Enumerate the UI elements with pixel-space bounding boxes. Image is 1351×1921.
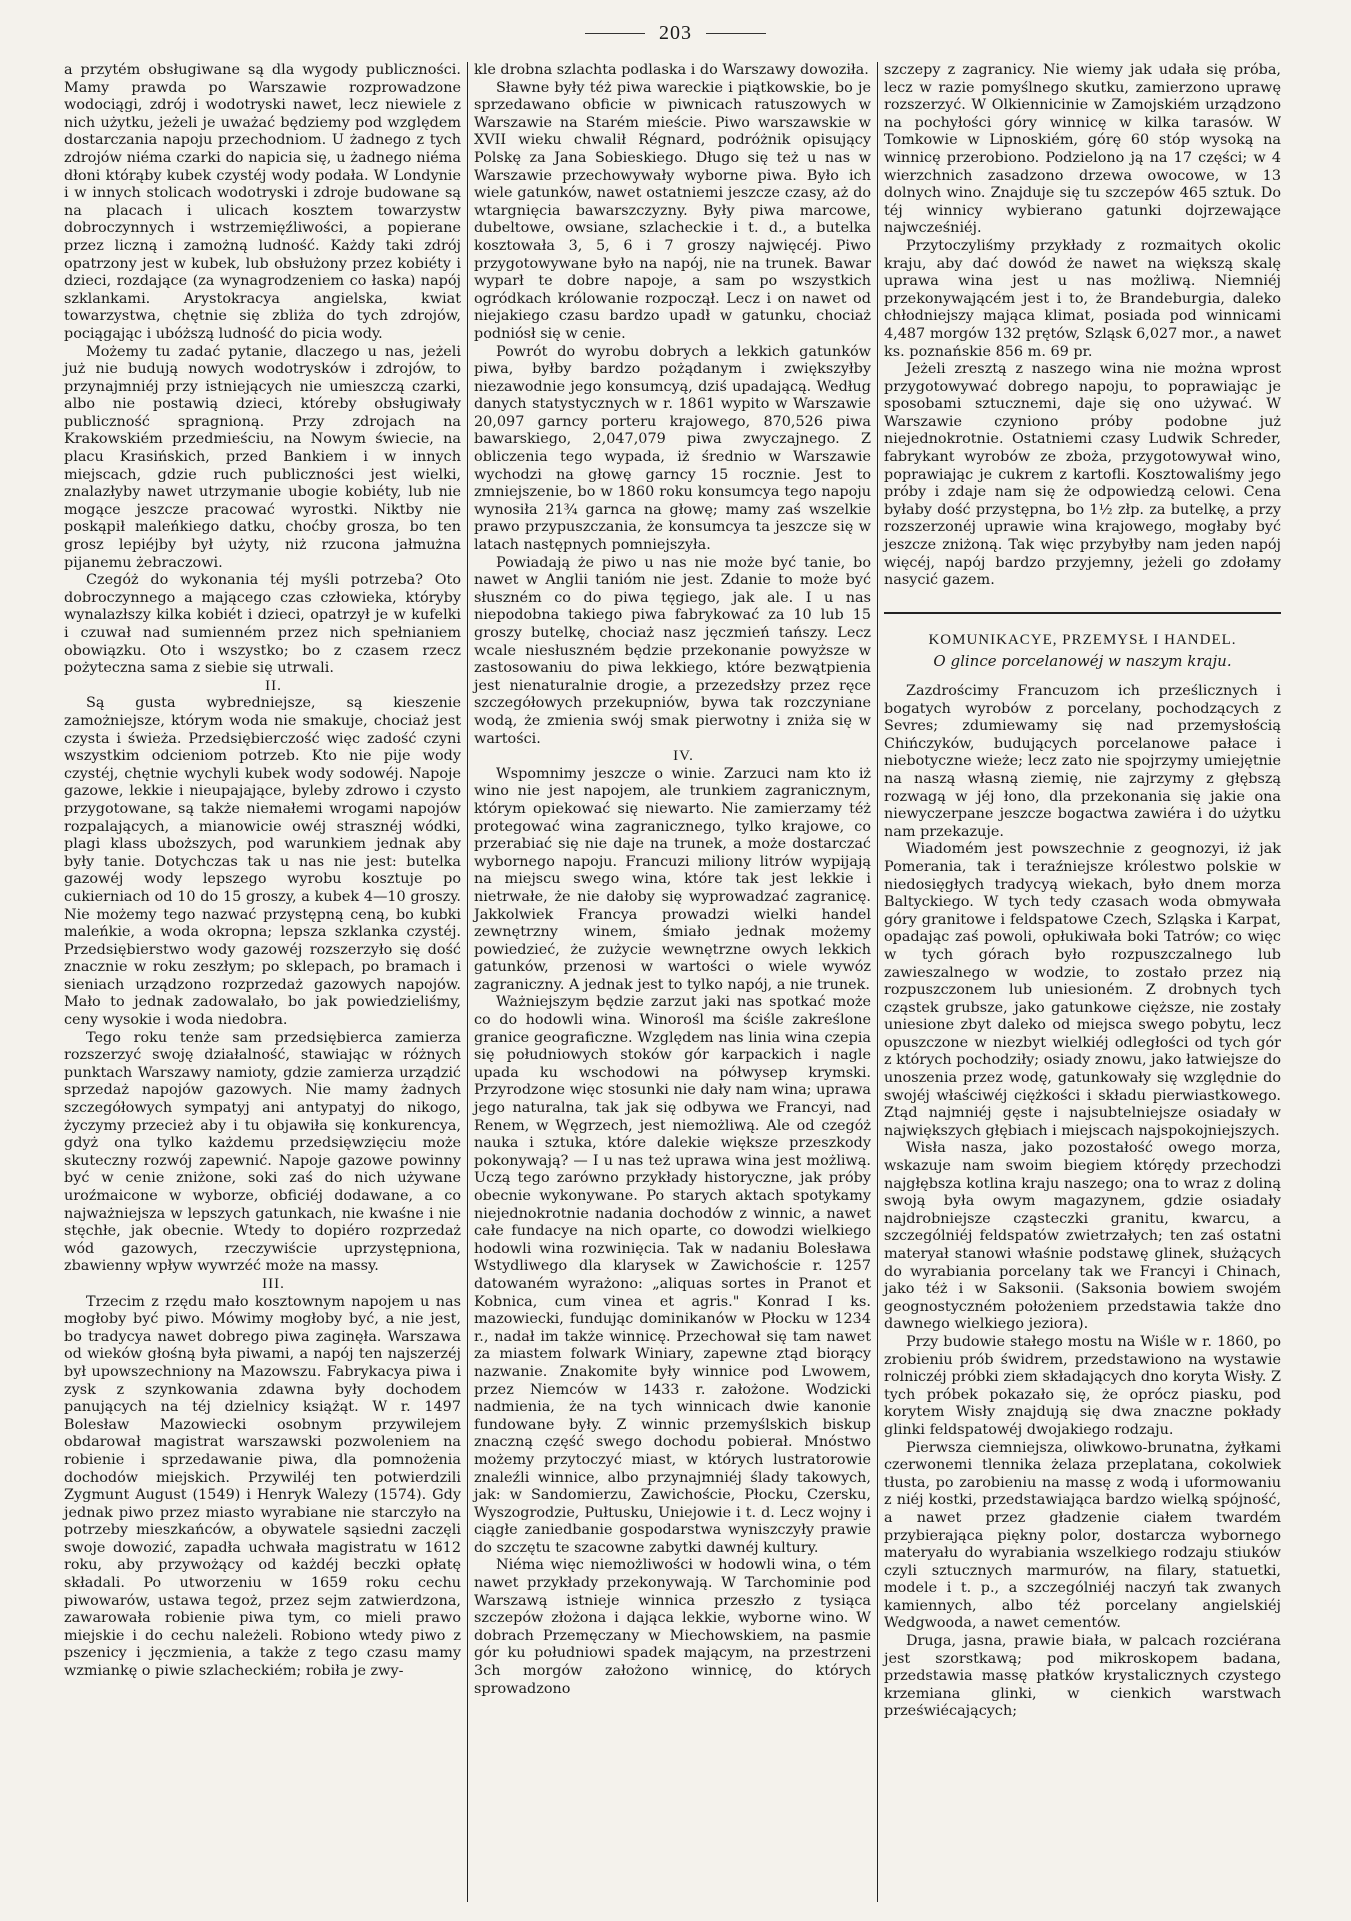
paragraph: Niéma więc niemożliwości w hodowli wina, o tém nawet przykłady przekonywają. W Tarchominie pod Warszawą istnieje winnica przeszło z tysiąca szczepów złożona i dająca lekkie, wyborne wino. W dobrach Przemęczany w Miechowskiem, na pasmie gór ku południowi spadek mającym, na przestrzeni 3ch morgów założono winnicę, do których sprowadzono	[474, 1557, 871, 1697]
paragraph: Wspomnimy jeszcze o winie. Zarzuci nam kto iż wino nie jest napojem, ale trunkiem zagranicznym, którym opiekować się niewarto. Nie zamierzamy téż protegować wina zagranicznego, tylko krajowe, co przerabiać się nie daje na trunek, a może dostarczać wybornego napoju. Francuzi miliony litrów wypijają na miejscu swego wina, które tak jest lekkie i nietrwałe, że nie dałoby się wyprowadzać zagranicę. Jakkolwiek Francya prowadzi wielki handel zewnętrzny winem, śmiało jednak możemy powiedzieć, że zużycie wewnętrzne owych lekkich gatunków, przenosi w wartości o wiele wywóz zagraniczny. A jednak jest to tylko napój, a nie trunek.	[474, 765, 871, 993]
paragraph: Sławne były téż piwa wareckie i piątkowskie, bo je sprzedawano obficie w piwnicach ratuszowych w Warszawie na Starém mieście. Piwo warszawskie w XVII wieku chwalił Régnard, podróżnik opisujący Polskę za Jana Sobieskiego. Długo się też u nas w Warszawie przechowywały wyborne piwa. Było ich wiele gatunków, nawet ostatniemi jeszcze czasy, aż do wtargnięcia bawarszczyzny. Były piwa marcowe, dubeltowe, owsiane, szlacheckie i t. d., a butelka kosztowała 3, 5, 6 i 7 groszy najwięcéj. Piwo przygotowywane było na napój, nie na trunek. Bawar wyparł te dobre napoje, a sam po wszystkich ogródkach królowanie rozpoczął. Lecz i on nawet od niejakiego czasu bardzo upadł w gatunku, chociaż podniósł się w cenie.	[474, 79, 871, 342]
paragraph: Przy budowie stałego mostu na Wiśle w r. 1860, po zrobieniu prób świdrem, przedstawiono na wystawie rolniczéj próbki ziem składających dno koryta Wisły. Z tych próbek pokazało się, że oprócz piasku, pod korytem Wisły znajdują się dwa znaczne pokłady glinki feldspatowéj dwojakiego rodzaju.	[884, 1333, 1281, 1438]
article-title: O glince porcelanowéj w naszym kraju.	[933, 652, 1232, 671]
paragraph: Przytoczyliśmy przykłady z rozmaitych okolic kraju, aby dać dowód że nawet na większą skalę uprawa wina jest u nas możliwą. Niemniéj przekonywającém jest i to, że Brandeburgia, daleko chłodniejszy mająca klimat, posiada pod winnicami 4,487 morgów 132 prętów, Szląsk 6,027 mor., a nawet ks. poznańskie 856 m. 69 pr.	[884, 237, 1281, 360]
text-columns	[58, 62, 1306, 1902]
paragraph: Jeżeli zresztą z naszego wina nie można wprost przygotowywać dobrego napoju, to poprawiając je sposobami sztucznemi, daje się ono używać. W Warszawie czyniono próby podobne już niejednokrotnie. Ostatniemi czasy Ludwik Schreder, fabrykant wyrobów ze zboża, przygotowywał wino, poprawiając je cukrem z kartofli. Kosztowaliśmy jego próby i zdaje nam się że odpowiedzą celowi. Cena byłaby dość przystępna, bo 1½ złp. za butelkę, a przy rozszerzonéj uprawie wina krajowego, mogłaby być jeszcze zniżoną. Tak więc przybyłby nam jeden napój więcéj, napój bardzo przyjemny, jeżeli go zdołamy nasycić gazem.	[884, 361, 1281, 589]
paragraph: Druga, jasna, prawie biała, w palcach rozciérana jest szorstkawą; pod mikroskopem badana, przedstawia massę płatków krystalicznych czystego krzemiana glinki, w cienkich warstwach przeświécających;	[884, 1633, 1281, 1720]
paragraph: Są gusta wybredniejsze, są kieszenie zamożniejsze, którym woda nie smakuje, chociaż jest czysta i świeża. Przedsiębierczość więc zadość czyni wszystkim odcieniom potrzeb. Kto nie pije wody czystéj, chętnie wychyli kubek wody sodowéj. Napoje gazowe, lekkie i nieupajające, byleby zdrowo i czysto przygotowane, są także niemałemi wrogami napojów rozpalających, a mianowicie owéj strasznéj wódki, plagi klass uboższych, pod warunkiem jednak aby były tanie. Dotychczas tak u nas nie jest: butelka gazowéj wody lepszego wyrobu kosztuje po cukierniach od 10 do 15 groszy, a kubek 4—10 groszy. Nie możemy tego nazwać przystępną ceną, bo kubki maleńkie, a woda okropna; lepsza szklanka czystéj. Przedsiębierstwo wody gazowéj rozszerzyło się dość znacznie w roku zeszłym; po sklepach, po bramach i sieniach urządzono rozprzedaż gazowych napojów. Mało to jednak zadowalało, bo jak powiedzieliśmy, ceny wysokie i woda niedobra.	[64, 695, 461, 1029]
paragraph: Trzecim z rzędu mało kosztownym napojem u nas mogłoby być piwo. Mówimy mogłoby być, a nie jest, bo tradycya nawet dobrego piwa zaginęła. Warszawa od wieków głośną była piwami, a napój ten najszerzéj był upowszechniony na Mazowszu. Fabrykacya piwa i zysk z szynkowania zdawna były dochodem panujących na téj dzielnicy książąt. W r. 1497 Bolesław Mazowiecki osobnym przywilejem obdarował magistrat warszawski pozwoleniem na robienie i sprzedawanie piwa, dla pomnożenia dochodów miejskich. Przywiléj ten potwierdzili Zygmunt August (1549) i Henryk Walezy (1574). Gdy jednak piwo przez miasto wyrabiane nie starczyło na potrzeby mieszkańców, a obywatele sąsiedni zaczęli swoje dowozić, zapadła uchwała magistratu w 1612 roku, aby przywożący od każdéj beczki opłatę składali. Po utworzeniu w 1659 roku cechu piwowarów, ustawa tegoż, przez sejm zatwierdzona, zawarowała robienie piwa tym, co mieli prawo miejskie i do cechu należeli. Robiono wtedy piwo z pszenicy i jęczmienia, a także z tego czasu mamy wzmiankę o piwie szlacheckiém; robiła je zwy-	[64, 1293, 461, 1680]
paragraph: Powiadają że piwo u nas nie może być tanie, bo nawet w Anglii tanióm nie jest. Zdanie to może być słuszném co do piwa tęgiego, jak ale. I u nas niepodobna takiego piwa fabrykować za 10 lub 15 groszy butelkę, chociaż nasz jęczmień tańszy. Lecz wcale niesłuszném będzie przekonanie powyższe w zastosowaniu do piwa lekkiego, które bezwątpienia jest nienaturalnie drogie, a przezedsłzy przez ręce szczegółowych przekupniów, bywa tak rozczyniane wodą, że zmienia swój smak pierwotny i zniża się w wartości.	[474, 554, 871, 747]
column-3	[878, 62, 1287, 1902]
header-rule-right	[706, 33, 766, 34]
section-title: KOMUNIKACYE, PRZEMYSŁ I HANDEL.	[928, 631, 1237, 648]
section-number: II.	[265, 677, 282, 694]
section-number: IV.	[673, 748, 694, 765]
paragraph: Pierwsza ciemniejsza, oliwkowo-brunatna, żyłkami czerwonemi tlennika żelaza przeplatana, cokolwiek tłusta, po zarobieniu na massę z wodą i uformowaniu z niéj kostki, przedstawiająca bardzo wielką spójność, a nawet przez gładzenie ciałem twardém przybierająca piękny polor, dostarcza wybornego materyału do wyrabiania wszelkiego rodzaju stiuków czyli sztucznych marmurów, na filary, statuetki, modele i t. p., a szczególniéj naczyń tak zwanych kamiennych, albo téż porcelany angielskiéj Wedgwooda, a nawet cementów.	[884, 1439, 1281, 1632]
paragraph: kle drobna szlachta podlaska i do Warszawy dowoziła.	[474, 62, 869, 78]
section-rule	[884, 612, 1281, 614]
paragraph: Tego roku tenże sam przedsiębierca zamierza rozszerzyć swoję działalność, stawiając w różnych punktach Warszawy namioty, gdzie zamierza urządzić sprzedaż napojów gazowych. Nie mamy żadnych szczegółowych sympatyj ani antypatyj do nikogo, życzymy przecież aby i tu objawiła się konkurencya, gdyż ona tylko każdemu przedsięwzięciu może skuteczny rozwój zapewnić. Napoje gazowe powinny być w cenie zniżone, soki zaś do nich używane uroźmaicone w wyborze, obficiéj dodawane, a co najważniejsza w lepszych gatunkach, nie kwaśne i nie stęchłe, jak obecnie. Wtedy to dopiéro rozprzedaż wód gazowych, rzeczywiście uprzystępniona, zbawienny wpływ wywrzéć może na massy.	[64, 1029, 461, 1275]
paragraph: a przytém obsługiwane są dla wygody publiczności. Mamy prawda po Warszawie rozprowadzone wodociągi, zdrój i wodotryski nawet, lecz niewiele z nich użytku, jeżeli je uważać będziemy pod względem dostarczania napoju przechodniom. U żadnego z tych zdrojów niéma czarki do napicia się, u żadnego niéma dłoni którąby kubek czystéj wody podała. W Londynie i w innych stolicach wodotryski i zdroje budowane są na placach i ulicach kosztem towarzystw dobroczynnych i wstrzemięźliwości, a popierane przez liczną i zamożną ludność. Każdy taki zdrój opatrzony jest w kubek, lub obsłużony przez kobiéty i dzieci, rozdające (za wynagrodzeniem co łaska) napój szklankami. Arystokracya angielska, kwiat towarzystwa, chętnie się zbliża do tych zdrojów, pociągając i ubóższą ludność do picia wody.	[64, 62, 461, 342]
page-number: 203	[659, 21, 692, 44]
column-1	[58, 62, 467, 1902]
header-rule-left	[585, 33, 645, 34]
paragraph: Zazdrościmy Francuzom ich prześlicznych i bogatych wyrobów z porcelany, pochodzących z Sevres; zdumiewamy się nad przemysłością Chińczyków, budujących porcelanowe pałace i niebotyczne wieże; lecz zato nie spojrzymy umiejętnie na naszą własną ziemię, nie zajrzymy z głębszą rozwagą w jéj łono, dla przekonania się jakie ona niewyczerpane jeszcze bogactwa zawiéra i do użytku nam przekazuje.	[884, 683, 1281, 840]
paragraph: Wisła nasza, jako pozostałość owego morza, wskazuje nam swoim biegiem którędy przechodzi najgłębsza kotlina kraju naszego; ona to wraz z doliną swoją była owym magazynem, gdzie osiadały najdrobniejsze cząsteczki granitu, kwarcu, a szczególniéj feldspatów zwietrzałych; ten zaś ostatni materyał stanowi właśnie podstawę glinek, służących do wyrabiania porcelany tak we Francyi i Chinach, jako téż i w Saksonii. (Saksonia bowiem swojém geognostyczném położeniem przedstawia także dno dawnego wielkiego jeziora).	[884, 1140, 1281, 1333]
section-number: III.	[262, 1275, 285, 1292]
page-header	[0, 18, 1351, 48]
paragraph: Powrót do wyrobu dobrych a lekkich gatunków piwa, byłby bardzo pożądanym i zwiększyłby niezawodnie jego konsumcyą, dziś upadającą. Według danych statystycznych w r. 1861 wypito w Warszawie 20,097 garncy porteru krajowego, 870,526 piwa bawarskiego, 2,047,079 piwa zwyczajnego. Z obliczenia tego wypada, iż średnio w Warszawie wychodzi na głowę garncy 15 rocznie. Jest to zmniejszenie, bo w 1860 roku konsumcya tego napoju wynosiła 21¾ garnca na głowę; mamy zaś wszelkie prawo przypuszczania, że konsumcya ta jeszcze się w latach następnych pomniejszyła.	[474, 343, 871, 554]
paragraph: Czegóż do wykonania téj myśli potrzeba? Oto dobroczynnego a mającego czas człowieka, któryby wynalazłszy kilka kobiét i dzieci, opatrzył je w kufelki i czuwał nad sumienném przez nich spełnianiem obowiązku. Oto i wszystko; bo z czasem rzecz pożyteczna sama z siebie się utrwali.	[64, 572, 461, 677]
paragraph: Ważniejszym będzie zarzut jaki nas spotkać może co do hodowli wina. Winorośl ma ściśle zakreślone granice geograficzne. Względem nas linia wina czepia się południowych stoków gór karpackich i nagle upada ku wschodowi na półwysep krymski. Przyrodzone więc stosunki nie dały nam wina; uprawa jego naturalna, tak jak się odbywa we Francyi, nad Renem, w Węgrzech, jest niemożliwą. Ale od czegóż nauka i sztuka, które dalekie większe przeszkody pokonywają? — I u nas też uprawa wina jest możliwą. Uczą tego zarówno przykłady historyczne, jak próby obecnie wykonywane. Po starych aktach spotykamy niejednokrotnie nadania dochodów z winnic, a nawet całe fundacye na nich oparte, co dowodzi wielkiego hodowli wina rozwinięcia. Tak w nadaniu Bolesława Wstydliwego dla klarysek w Zawichoście r. 1257 datowaném wyrażono: „aliquas sortes in Pranot et Kobnica, cum vinea et agris." Konrad I ks. mazowiecki, fundując dominikanów w Płocku w 1234 r., nadał im także winnicę. Przechował się tam nawet za miastem folwark Winiary, zapewne ztąd biorący nazwanie. Znakomite były winnice pod Lwowem, przez Niemców w 1433 r. założone. Wodzicki nadmienia, że na tych winnicach dwie kanonie fundowane były. Z winnic przemyślskich biskup znaczną część swego dochodu pobierał. Mnóstwo możemy przytoczyć miast, w których lustratorowie znaleźli winnice, albo przynajmniéj ślady takowych, jak: w Sandomierzu, Zawichoście, Płocku, Czersku, Wyszogrodzie, Pułtusku, Uniejowie i t. d. Lecz wojny i ciągłe zaniedbanie gospodarstwa wyniszczyły prawie do szczętu te szacowne zabytki dawnéj kultury.	[474, 994, 871, 1556]
paragraph: Wiadomém jest powszechnie z geognozyi, iż jak Pomerania, tak i teraźniejsze królestwo polskie w niedosięgłych tradycyą wiekach, było dnem morza Baltyckiego. W tych tedy czasach woda obmywała góry granitowe i feldspatowe Czech, Szląska i Karpat, opadając zaś powoli, opłukiwała boki Tatrów; co więc w tych górach było rozpuszczalnego lub zawieszalnego w wodzie, to zostało przez nią rozpuszczonem lub uniesioném. Z drobnych tych cząstek grubsze, jako gatunkowe cięższe, nie zostały uniesione zbyt daleko od miejsca swego pobytu, lecz opuszczone w niezbyt wielkiéj odległości od tych gór z których pochodziły; osiady znowu, jako łatwiejsze do unoszenia przez wodę, gatunkowały się względnie do swojéj właściwéj ciężkości i składu pierwiastkowego. Ztąd najmniéj gęste i najsubtelniejsze osiadały w największych głębiach i miejscach najspokojniejszych.	[884, 841, 1281, 1139]
column-2	[468, 62, 877, 1902]
paragraph: Możemy tu zadać pytanie, dlaczego u nas, jeżeli już nie budują nowych wodotrysków i zdrojów, to przynajmniéj przy istniejących nie umieszczą czarki, albo nie postawią dzieci, któreby obsługiwały publiczność spragnioną. Przy zdrojach na Krakowskiém przedmieściu, na Nowym świecie, na placu Krasińskich, przed Bankiem i w innych miejscach, gdzie ruch publiczności jest wielki, znalazłyby nawet utrzymanie ubogie kobiéty, lub nie mogące jeszcze pracować wyrostki. Niktby nie poskąpił maleńkiego datku, choćby grosza, bo ten grosz lepiéjby był użyty, niż rzucona jałmużna pijanemu żebraczowi.	[64, 343, 461, 571]
paragraph: szczepy z zagranicy. Nie wiemy jak udała się próba, lecz w razie pomyślnego skutku, zamierzono uprawę rozszerzyć. W Olkiennicinie w Zamojskiém urządzono na pochyłości góry winnicę w kilka tarasów. W Tomkowie w Lipnoskiém, górę 60 stóp wysoką na winnicę przerobiono. Podzielono ją na 17 części; w 4 wierzchnich zasadzono drzewa owocowe, w 13 dolnych wino. Znajduje się tu szczepów 465 sztuk. Do téj winnicy wybierano gatunki dojrzewające najwcześniéj.	[884, 62, 1281, 237]
